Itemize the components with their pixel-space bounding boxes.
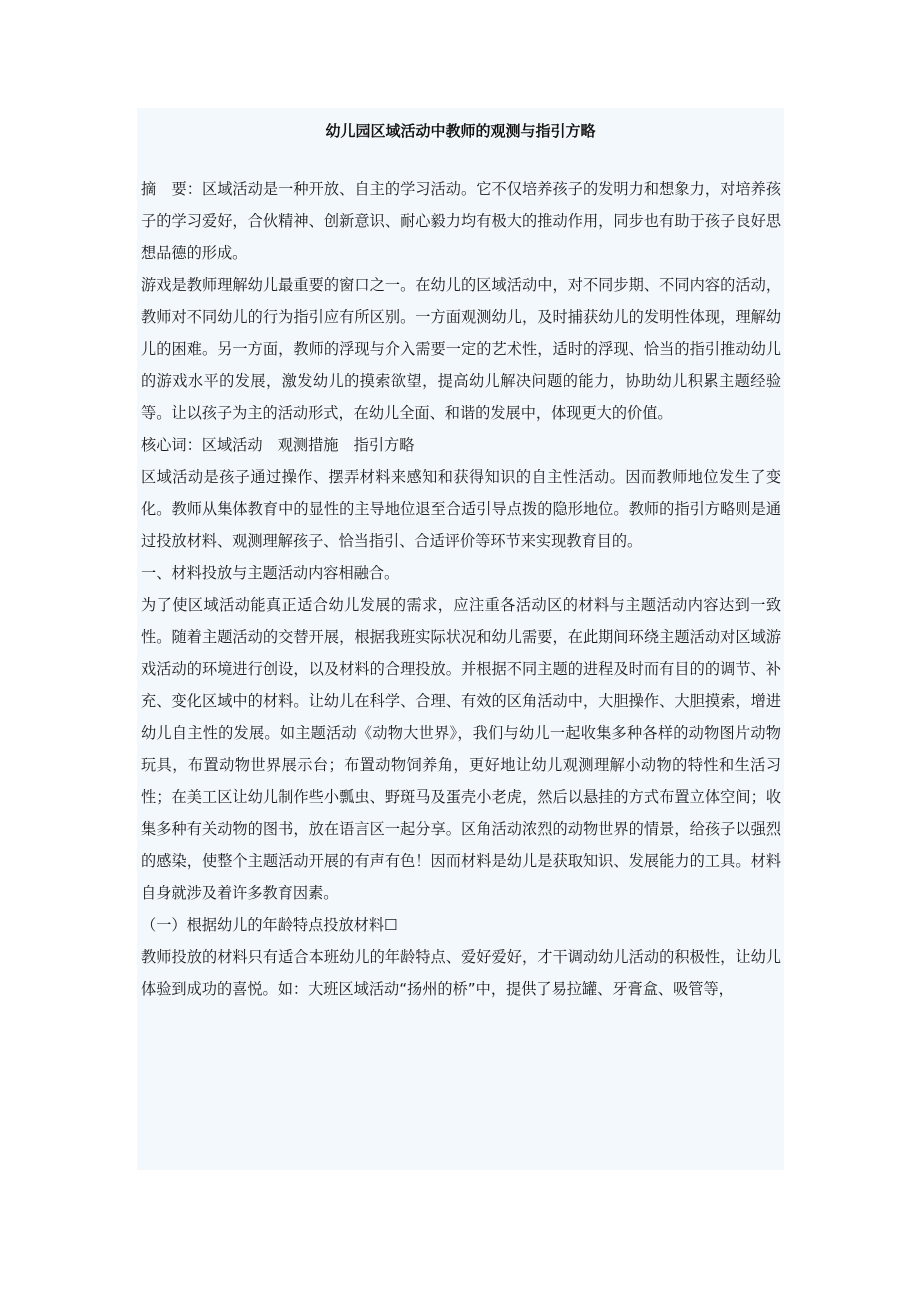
subsection-heading: （一）根据幼儿的年龄特点投放材料☐ xyxy=(141,916,398,934)
article-paragraphs xyxy=(141,173,781,1005)
article-body xyxy=(137,108,784,1170)
body-paragraph: 区域活动是孩子通过操作、摆弄材料来感知和获得知识的自主性活动。因而教师地位发生了变化。教师从集体教育中的显性的主导地位退至合适引导点拨的隐形地位。教师的指引方略则是通过投放材料、观测理解孩子、恰当指引、合适评价等环节来实现教育目的。 xyxy=(141,468,781,550)
body-paragraph: 教师投放的材料只有适合本班幼儿的年龄特点、爱好爱好，才干调动幼儿活动的积极性，让幼儿体验到成功的喜悦。如：大班区域活动“扬州的桥”中，提供了易拉罐、牙膏盒、吸管等， xyxy=(141,948,781,998)
intro-paragraph: 游戏是教师理解幼儿最重要的窗口之一。在幼儿的区域活动中，对不同步期、不同内容的活动，教师对不同幼儿的行为指引应有所区别。一方面观测幼儿，及时捕获幼儿的发明性体现，理解幼儿的困难。另一方面，教师的浮现与介入需要一定的艺术性，适时的浮现、恰当的指引推动幼儿的游戏水平的发展，激发幼儿的摸索欲望，提高幼儿解决问题的能力，协助幼儿积累主题经验等。让以孩子为主的活动形式，在幼儿全面、和谐的发展中，体现更大的价值。 xyxy=(141,276,781,422)
article-title: 幼儿园区域活动中教师的观测与指引方略 xyxy=(325,122,596,140)
section-heading: 一、材料投放与主题活动内容相融合。 xyxy=(141,564,400,582)
body-paragraph: 为了使区域活动能真正适合幼儿发展的需求，应注重各活动区的材料与主题活动内容达到一致性。随着主题活动的交替开展，根据我班实际状况和幼儿需要，在此期间环绕主题活动对区域游戏活动的环境进行创设，以及材料的合理投放。并根据不同主题的进程及时而有目的的调节、补充、变化区域中的材料。让幼儿在科学、合理、有效的区角活动中，大胆操作、大胆摸索，增进幼儿自主性的发展。如主题活动《动物大世界》，我们与幼儿一起收集多种各样的动物图片动物玩具，布置动物世界展示台；布置动物饲养角，更好地让幼儿观测理解小动物的特性和生活习性；在美工区让幼儿制作些小瓢虫、野斑马及蛋壳小老虎，然后以悬挂的方式布置立体空间；收集多种有关动物的图书，放在语言区一起分享。区角活动浓烈的动物世界的情景，给孩子以强烈的感染，使整个主题活动开展的有声有色！因而材料是幼儿是获取知识、发展能力的工具。材料自身就涉及着许多教育因素。 xyxy=(141,596,781,902)
abstract-paragraph: 摘 要：区域活动是一种开放、自主的学习活动。它不仅培养孩子的发明力和想象力，对培养孩子的学习爱好，合伙精神、创新意识、耐心毅力均有极大的推动作用，同步也有助于孩子良好思想品德的形成。 xyxy=(141,180,781,262)
keywords-line: 核心词：区域活动 观测措施 指引方略 xyxy=(141,436,415,454)
